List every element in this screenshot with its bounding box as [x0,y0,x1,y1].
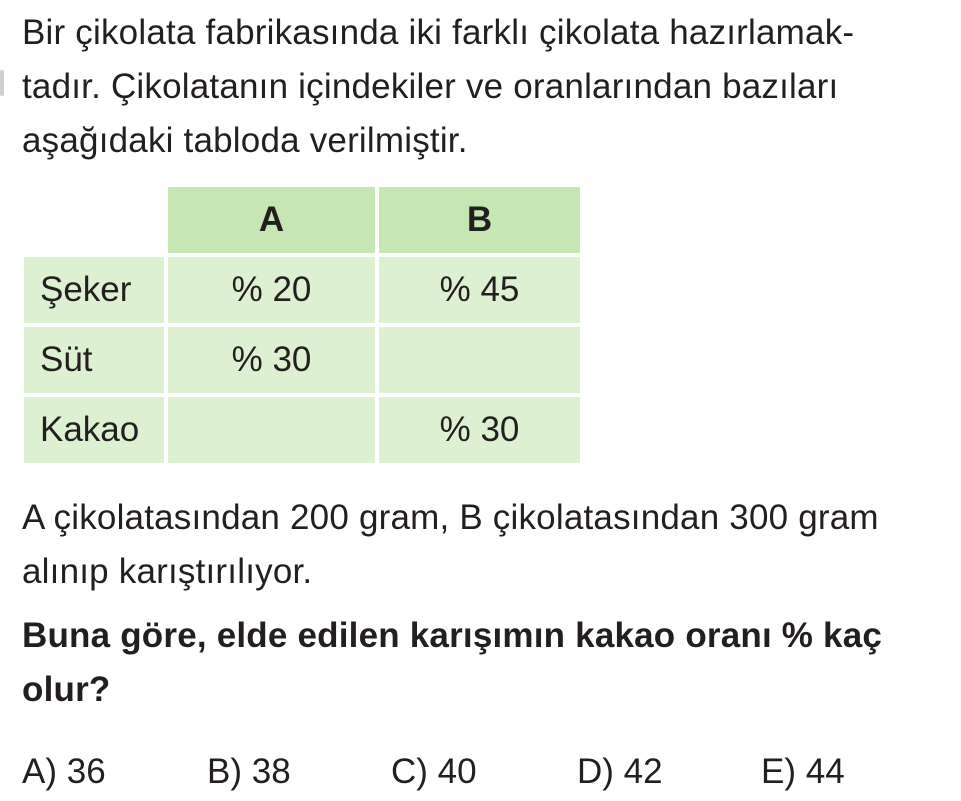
choice-c[interactable]: C) 40 [391,752,477,791]
choice-e[interactable]: E) 44 [761,752,845,791]
choice-b[interactable]: B) 38 [207,752,291,791]
cell-kakao-b: % 30 [379,397,580,463]
table-row [24,327,580,393]
row-label-seker: Şeker [24,257,164,323]
cell-seker-a: % 20 [168,257,375,323]
intro-line-1: Bir çikolata fabrikasında iki farklı çikolata hazırlamak- [22,13,855,52]
table-row [24,257,580,323]
ingredient-table [20,183,584,467]
problem-paragraph [22,491,952,599]
column-header-a: A [168,187,375,253]
question-line-2: olur? [22,670,111,709]
problem-line-2: alınıp karıştırılıyor. [22,552,313,591]
intro-line-2: tadır. Çikolatanın içindekiler ve oranlarından bazıları [22,67,839,106]
cell-sut-a: % 30 [168,327,375,393]
margin-mark [0,70,4,96]
choice-a[interactable]: A) 36 [22,752,106,791]
row-label-sut: Süt [24,327,164,393]
cell-sut-b [379,327,580,393]
question-paragraph [22,609,952,717]
intro-paragraph [22,6,952,168]
intro-line-3: aşağıdaki tabloda verilmiştir. [22,121,468,160]
choice-d[interactable]: D) 42 [577,752,663,791]
row-label-kakao: Kakao [24,397,164,463]
question-line-1: Buna göre, elde edilen karışımın kakao oranı % kaç [22,616,883,655]
problem-line-1: A çikolatasından 200 gram, B çikolatasından 300 gram [22,498,879,537]
column-header-b: B [379,187,580,253]
cell-kakao-a [168,397,375,463]
table-row [24,397,580,463]
table-corner-cell [24,187,164,253]
cell-seker-b: % 45 [379,257,580,323]
table-header-row [24,187,580,253]
